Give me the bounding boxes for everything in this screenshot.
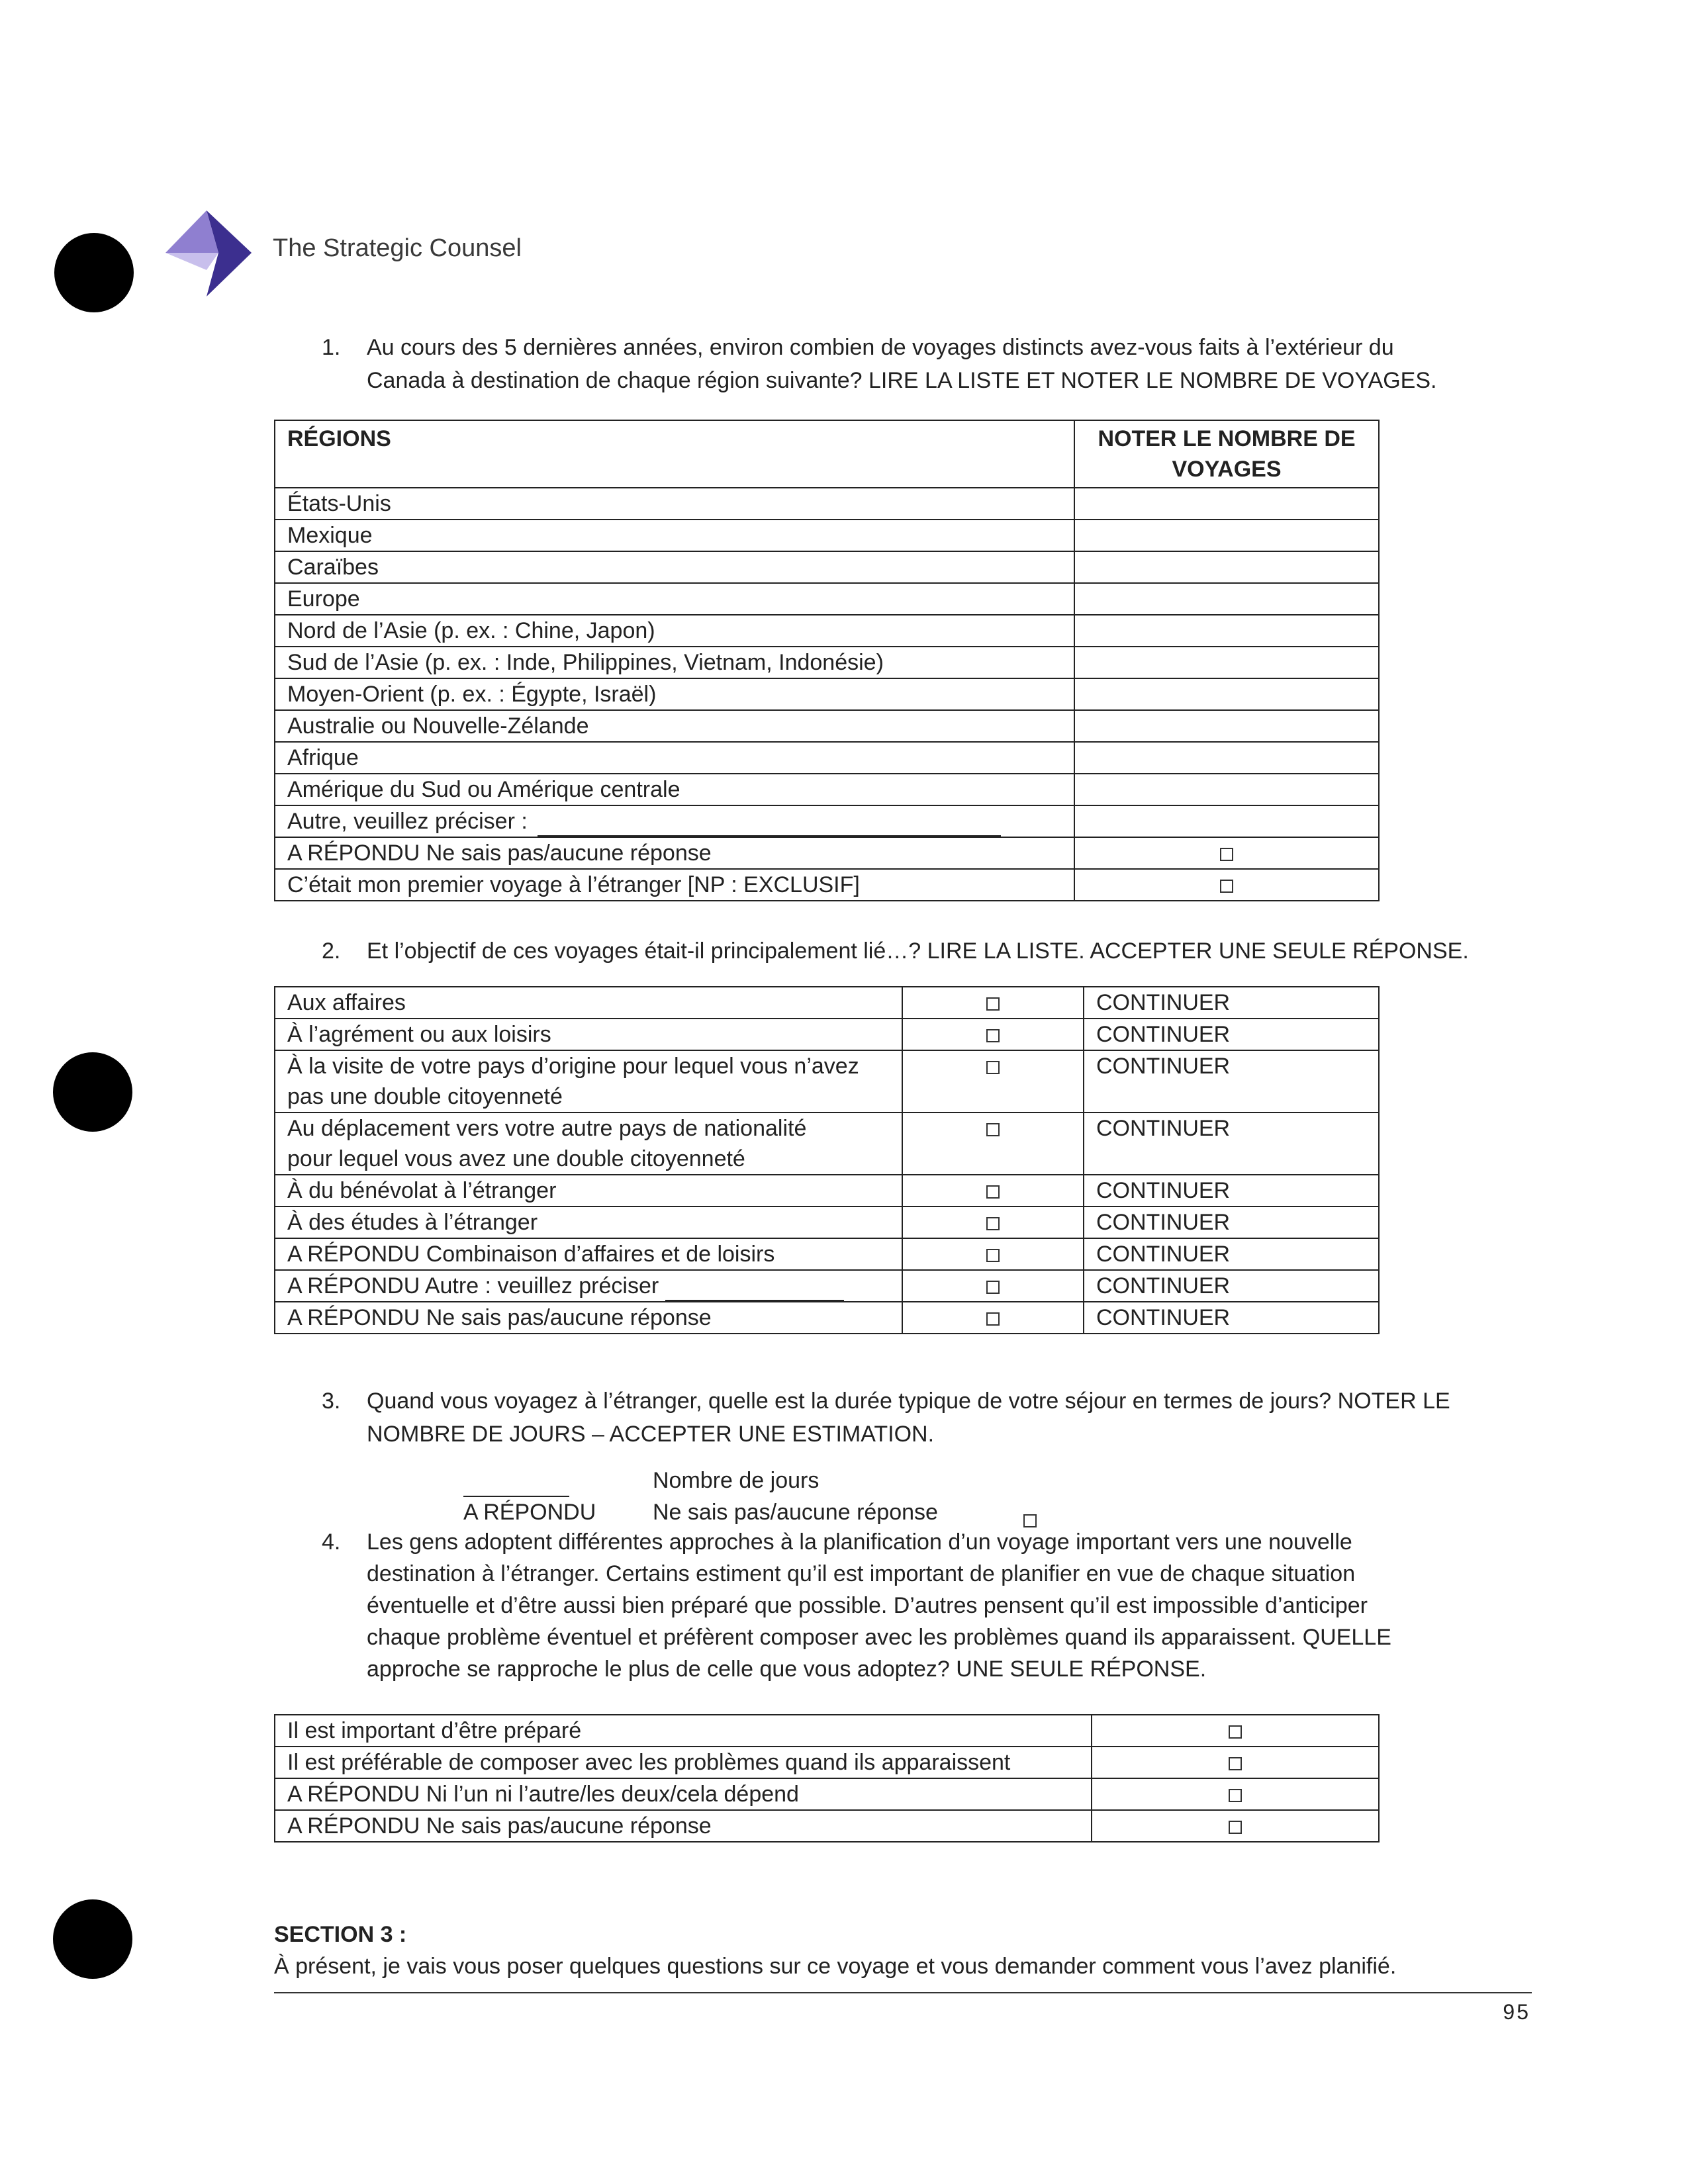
trip-count-cell[interactable] [1074,488,1379,520]
trip-count-cell[interactable] [1074,774,1379,805]
section-intro: À présent, je vais vous poser quelques questions sur ce voyage et vous demander comment vous l’avez planifié. [274,1954,1397,1979]
section-title: SECTION 3 : [274,1922,407,1947]
dk-prefix: A RÉPONDU [463,1500,596,1525]
question-text-line: Au cours des 5 dernières années, environ combien de voyages distincts avez-vous faits à l’extérieur du [367,335,1394,360]
table-row [275,1302,1379,1334]
other-specify-blank[interactable] [665,1277,844,1301]
region-label-other [275,805,1074,837]
page-number: 95 [1503,2000,1530,2024]
checkbox-cell [1092,1778,1379,1810]
regions-header: RÉGIONS [275,420,1074,488]
region-label: États-Unis [275,488,1074,520]
trip-count-cell[interactable] [1074,647,1379,678]
question-number: 1. [322,335,341,360]
continue-label: CONTINUER [1084,987,1379,1019]
checkbox-cell [902,1270,1084,1302]
binder-hole-middle [53,1052,132,1132]
table-row [275,520,1379,551]
question-text-line: approche se rapproche le plus de celle que vous adoptez? UNE SEULE RÉPONSE. [367,1657,1207,1682]
checkbox[interactable] [986,997,1000,1011]
table-row [275,647,1379,678]
continue-label: CONTINUER [1084,1238,1379,1270]
option-label: À des études à l’étranger [275,1206,902,1238]
question-text-line: NOMBRE DE JOURS – ACCEPTER UNE ESTIMATION. [367,1422,935,1447]
option-line: Au déplacement vers votre autre pays de nationalité [287,1116,807,1141]
dk-label: Ne sais pas/aucune réponse [653,1500,938,1525]
trip-count-cell[interactable] [1074,615,1379,647]
table-row [275,1778,1379,1810]
option-label: À du bénévolat à l’étranger [275,1175,902,1206]
regions-table [274,420,1380,901]
checkbox[interactable] [1220,848,1233,861]
checkbox-cell [1074,869,1379,901]
table-row [275,742,1379,774]
option-label: À l’agrément ou aux loisirs [275,1019,902,1050]
option-label: Il est préférable de composer avec les problèmes quand ils apparaissent [275,1747,1092,1778]
table-header-row [275,420,1379,488]
trip-count-cell[interactable] [1074,805,1379,837]
question-number: 4. [322,1529,341,1555]
checkbox[interactable] [1229,1725,1242,1739]
region-label: Australie ou Nouvelle-Zélande [275,710,1074,742]
checkbox-cell [1074,837,1379,869]
trip-count-cell[interactable] [1074,742,1379,774]
option-line: pas une double citoyenneté [287,1084,563,1109]
table-row [275,805,1379,837]
option-line: À la visite de votre pays d’origine pour lequel vous n’avez [287,1054,859,1079]
table-row [275,1175,1379,1206]
option-line: A RÉPONDU Autre : veuillez préciser [287,1273,659,1298]
purpose-table [274,986,1380,1334]
question-text-line: éventuelle et d’être aussi bien préparé que possible. D’autres pensent qu’il est impossible d’anticiper [367,1593,1368,1618]
option-label [275,1113,902,1175]
continue-label: CONTINUER [1084,1206,1379,1238]
checkbox[interactable] [986,1249,1000,1262]
checkbox[interactable] [986,1029,1000,1042]
question-number: 2. [322,938,341,964]
table-row [275,869,1379,901]
trip-count-cell[interactable] [1074,551,1379,583]
checkbox[interactable] [1023,1514,1037,1527]
checkbox-cell [902,987,1084,1019]
strategic-counsel-logo-icon [165,210,252,296]
checkbox-cell [1092,1747,1379,1778]
question-text-line: chaque problème éventuel et préfèrent composer avec les problèmes quand ils apparaissent. QUELLE [367,1625,1391,1650]
trips-count-header [1074,420,1379,488]
checkbox[interactable] [986,1217,1000,1230]
trip-count-cell[interactable] [1074,520,1379,551]
table-row [275,1715,1379,1747]
region-label: Mexique [275,520,1074,551]
question-text: Et l’objectif de ces voyages était-il principalement lié…? LIRE LA LISTE. ACCEPTER UNE SEULE RÉPONSE. [367,938,1469,964]
table-row [275,1206,1379,1238]
footer-rule [274,1992,1532,1993]
table-row [275,1747,1379,1778]
option-label: A RÉPONDU Ne sais pas/aucune réponse [275,837,1074,869]
checkbox-cell [902,1113,1084,1175]
question-2 [322,934,1540,968]
checkbox[interactable] [986,1185,1000,1199]
checkbox-cell [1092,1810,1379,1842]
option-label [275,1050,902,1113]
table-row [275,1113,1379,1175]
days-blank[interactable] [463,1471,569,1497]
option-line: pour lequel vous avez une double citoyenneté [287,1146,745,1171]
question-text-line: destination à l’étranger. Certains estiment qu’il est important de planifier en vue de chaque situation [367,1561,1356,1586]
table-row [275,551,1379,583]
binder-hole-bottom [53,1899,132,1979]
table-row [275,678,1379,710]
approach-table [274,1714,1380,1843]
checkbox-cell [902,1019,1084,1050]
checkbox-cell [902,1238,1084,1270]
question-4 [322,1526,1540,1692]
table-row [275,615,1379,647]
table-row [275,488,1379,520]
table-row [275,1019,1379,1050]
header-line: VOYAGES [1172,457,1282,482]
continue-label: CONTINUER [1084,1019,1379,1050]
checkbox[interactable] [986,1061,1000,1074]
question-number: 3. [322,1388,341,1414]
checkbox-cell [1092,1715,1379,1747]
table-row [275,837,1379,869]
checkbox[interactable] [1220,880,1233,893]
table-row [275,1810,1379,1842]
table-row [275,583,1379,615]
question-text-line: Canada à destination de chaque région suivante? LIRE LA LISTE ET NOTER LE NOMBRE DE VOYAGES. [367,368,1437,393]
header-line: NOTER LE NOMBRE DE [1098,426,1356,451]
continue-label: CONTINUER [1084,1175,1379,1206]
region-label: Nord de l’Asie (p. ex. : Chine, Japon) [275,615,1074,647]
region-label: Amérique du Sud ou Amérique centrale [275,774,1074,805]
days-label: Nombre de jours [653,1468,820,1493]
checkbox[interactable] [1229,1821,1242,1834]
question-1 [322,331,1540,397]
other-specify-blank[interactable] [538,813,1001,837]
table-row [275,774,1379,805]
checkbox[interactable] [986,1123,1000,1136]
checkbox[interactable] [986,1312,1000,1326]
checkbox-cell [902,1206,1084,1238]
checkbox-cell [902,1302,1084,1334]
table-row [275,987,1379,1019]
table-row [275,1050,1379,1113]
table-row [275,1270,1379,1302]
binder-hole-top [54,233,134,312]
other-label: Autre, veuillez préciser : [287,809,528,834]
option-label [275,1270,902,1302]
table-row [275,710,1379,742]
option-label: A RÉPONDU Ne sais pas/aucune réponse [275,1302,902,1334]
checkbox[interactable] [1229,1757,1242,1770]
checkbox[interactable] [1229,1789,1242,1802]
checkbox-cell [902,1050,1084,1113]
region-label: Sud de l’Asie (p. ex. : Inde, Philippines, Vietnam, Indonésie) [275,647,1074,678]
continue-label: CONTINUER [1084,1302,1379,1334]
region-label: Moyen-Orient (p. ex. : Égypte, Israël) [275,678,1074,710]
option-label: Il est important d’être préparé [275,1715,1092,1747]
region-label: Caraïbes [275,551,1074,583]
trip-count-cell[interactable] [1074,710,1379,742]
question-3 [322,1385,1540,1451]
continue-label: CONTINUER [1084,1113,1379,1175]
option-label: Aux affaires [275,987,902,1019]
question-text-line: Quand vous voyagez à l’étranger, quelle est la durée typique de votre séjour en termes de jours? NOTER LE [367,1388,1450,1414]
logo-text: The Strategic Counsel [273,234,522,262]
option-label: A RÉPONDU Ni l’un ni l’autre/les deux/cela dépend [275,1778,1092,1810]
continue-label: CONTINUER [1084,1270,1379,1302]
option-label: C’était mon premier voyage à l’étranger [NP : EXCLUSIF] [275,869,1074,901]
question-text [367,1385,1450,1451]
trip-count-cell[interactable] [1074,678,1379,710]
table-row [275,1238,1379,1270]
checkbox[interactable] [986,1281,1000,1294]
option-label: A RÉPONDU Combinaison d’affaires et de loisirs [275,1238,902,1270]
option-label: A RÉPONDU Ne sais pas/aucune réponse [275,1810,1092,1842]
question-text [367,331,1436,397]
question-text-line: Les gens adoptent différentes approches à la planification d’un voyage important vers une nouvelle [367,1529,1352,1555]
continue-label: CONTINUER [1084,1050,1379,1113]
question-text [367,1526,1391,1685]
region-label: Afrique [275,742,1074,774]
trip-count-cell[interactable] [1074,583,1379,615]
checkbox-cell [902,1175,1084,1206]
region-label: Europe [275,583,1074,615]
